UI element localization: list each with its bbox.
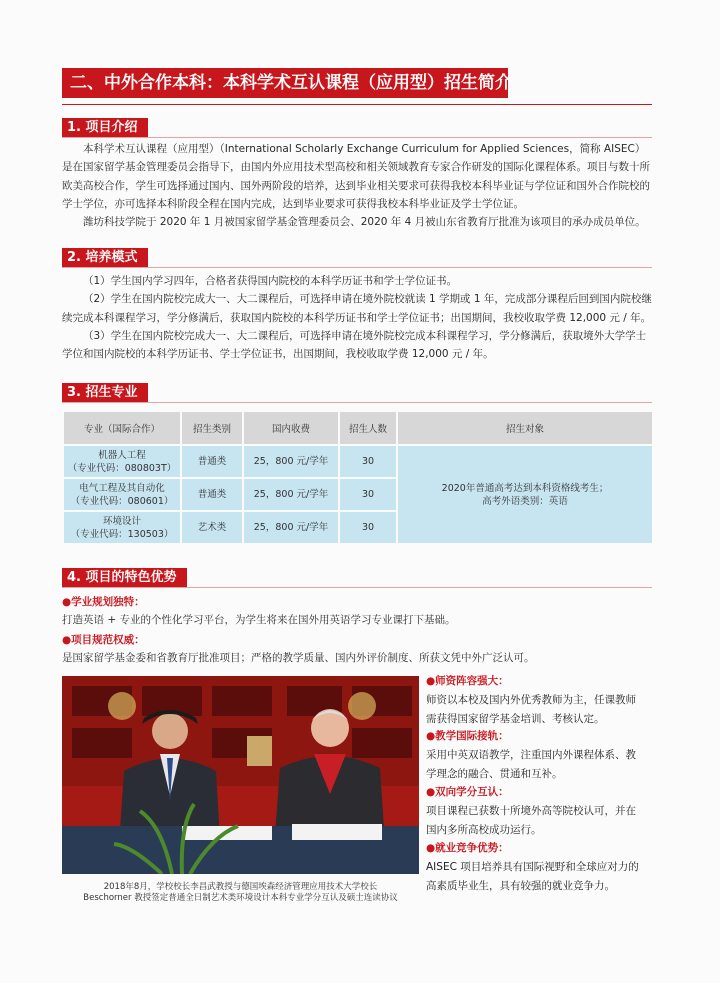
training-paragraph: （3）学生在国内院校完成大一、大二课程后，可选择申请在境外院校完成本科课程学习，学分修满后，获取境外大学学士学位和国内院校的本科学历证书、学士学位证书，出国期间，我校收取学费 12,000 元 / 年。 xyxy=(62,329,647,361)
feature-text: 是国家留学基金委和省教育厅批准项目；严格的教学质量、国内外评价制度、所获文凭中外广泛认可。 xyxy=(62,652,535,664)
major-cell xyxy=(63,445,181,478)
category-cell: 艺术类 xyxy=(181,511,243,544)
side-feature xyxy=(426,783,656,840)
side-feature xyxy=(426,727,656,784)
fee-cell: 25，800 元/学年 xyxy=(243,478,339,511)
feature-title: ●项目规范权威： xyxy=(62,634,145,646)
section-divider xyxy=(62,587,652,588)
training-paragraph: （1）学生国内学习四年，合格者获得国内院校的本科学历证书和学士学位证书。 xyxy=(83,275,458,287)
column-header: 招生对象 xyxy=(397,411,653,445)
section-heading-majors: 3. 招生专业 xyxy=(62,383,148,402)
category-cell: 普通类 xyxy=(181,478,243,511)
feature-line: 采用中英双语教学，注重国内外课程体系、教 xyxy=(426,749,636,761)
major-name: 机器人工程 xyxy=(98,449,146,461)
major-cell xyxy=(63,478,181,511)
major-cell xyxy=(63,511,181,544)
feature-line: 学理念的融合、贯通和互补。 xyxy=(426,768,563,780)
feature-title: ●教学国际接轨： xyxy=(426,730,509,742)
feature-title: ●学业规划独特： xyxy=(62,596,145,608)
category-cell: 普通类 xyxy=(181,445,243,478)
major-code: （专业代码：130503） xyxy=(70,528,174,540)
training-paragraph: （2）学生在国内院校完成大一、大二课程后，可选择申请在境外院校就读 1 学期或 1 年，完成部分课程后回到国内院校继续完成本科课程学习，学分修满后，获取国内院校的本科学历证书和学士学位证书；出国期间，我校收取学费 12,000 元 / 年。 xyxy=(62,293,652,324)
count-cell: 30 xyxy=(339,478,397,511)
intro-text xyxy=(62,140,654,231)
side-feature xyxy=(426,839,656,896)
count-cell: 30 xyxy=(339,445,397,478)
section-divider xyxy=(62,402,652,403)
title-divider xyxy=(62,104,652,105)
training-text xyxy=(62,272,654,363)
table-header-row xyxy=(63,411,653,445)
column-header: 国内收费 xyxy=(243,411,339,445)
major-name: 环境设计 xyxy=(102,515,141,527)
feature-line: 项目课程已获数十所境外高等院校认可，并在 xyxy=(426,805,636,817)
major-name: 电气工程及其自动化 xyxy=(79,482,165,494)
photo-caption xyxy=(62,882,419,904)
intro-paragraph: 本科学术互认课程（应用型）（International Scholarly Exchange Curriculum for Applied Sciences，简称 AISEC）是在国家留学基金管理委员会指导下，由国内外应用技术型高校和相关领域教育专家合作研发的国际化课程体系。项目与数十所欧美高校合作，学生可选择通过国内、国外两阶段的培养，达到毕业相关要求可获得我校本科毕业证与学位证和国外合作院校的学士学位，亦可选择本科阶段全程在国内完成，达到毕业要求可获得我校本科毕业证及学士学位证。 xyxy=(62,143,650,210)
feature-line: 师资以本校及国内外优秀教师为主，任课教师 xyxy=(426,694,636,706)
feature-line: 国内多所高校成功运行。 xyxy=(426,824,542,836)
target-line: 2020年普通高考达到本科资格线考生； xyxy=(441,482,609,494)
caption-line: Beschorner 教授签定普通全日制艺术类环境设计本科专业学分互认及硕士连读协议 xyxy=(83,893,398,903)
feature-title: ●双向学分互认： xyxy=(426,786,509,798)
photo-illustration xyxy=(62,676,419,874)
section-heading-intro: 1. 项目介绍 xyxy=(62,118,148,137)
caption-line: 2018年8月，学校校长李昌武教授与德国埃森经济管理应用技术大学校长 xyxy=(103,882,378,892)
column-header: 招生类别 xyxy=(181,411,243,445)
fee-cell: 25，800 元/学年 xyxy=(243,445,339,478)
majors-table xyxy=(62,410,654,545)
count-cell: 30 xyxy=(339,511,397,544)
fee-cell: 25，800 元/学年 xyxy=(243,511,339,544)
side-feature xyxy=(426,672,656,729)
signing-photo xyxy=(62,676,419,874)
feature-text: 打造英语 + 专业的个性化学习平台，为学生将来在国外用英语学习专业课打下基础。 xyxy=(62,614,456,626)
column-header: 招生人数 xyxy=(339,411,397,445)
major-code: （专业代码：080601） xyxy=(70,495,174,507)
feature-title: ●就业竞争优势： xyxy=(426,842,509,854)
section-heading-training: 2. 培养模式 xyxy=(62,248,148,267)
column-header: 专业（国际合作） xyxy=(63,411,181,445)
section-heading-features: 4. 项目的特色优势 xyxy=(62,568,187,587)
feature-line: AISEC 项目培养具有国际视野和全球应对力的 xyxy=(426,861,639,873)
table-row xyxy=(63,445,653,478)
feature-title: ●师资阵容强大： xyxy=(426,675,509,687)
major-code: （专业代码：080803T） xyxy=(67,462,177,474)
target-line: 高考外语类别：英语 xyxy=(482,495,568,507)
page-title: 二、中外合作本科：本科学术互认课程（应用型）招生简介 xyxy=(62,68,508,98)
intro-paragraph: 潍坊科技学院于 2020 年 1 月被国家留学基金管理委员会、2020 年 4 月被山东省教育厅批准为该项目的承办成员单位。 xyxy=(83,216,646,229)
section-divider xyxy=(62,137,652,138)
feature-line: 需获得国家留学基金培训、考核认定。 xyxy=(426,713,605,725)
section-divider xyxy=(62,267,652,268)
feature-line: 高素质毕业生，具有较强的就业竞争力。 xyxy=(426,880,615,892)
target-cell xyxy=(397,445,653,544)
